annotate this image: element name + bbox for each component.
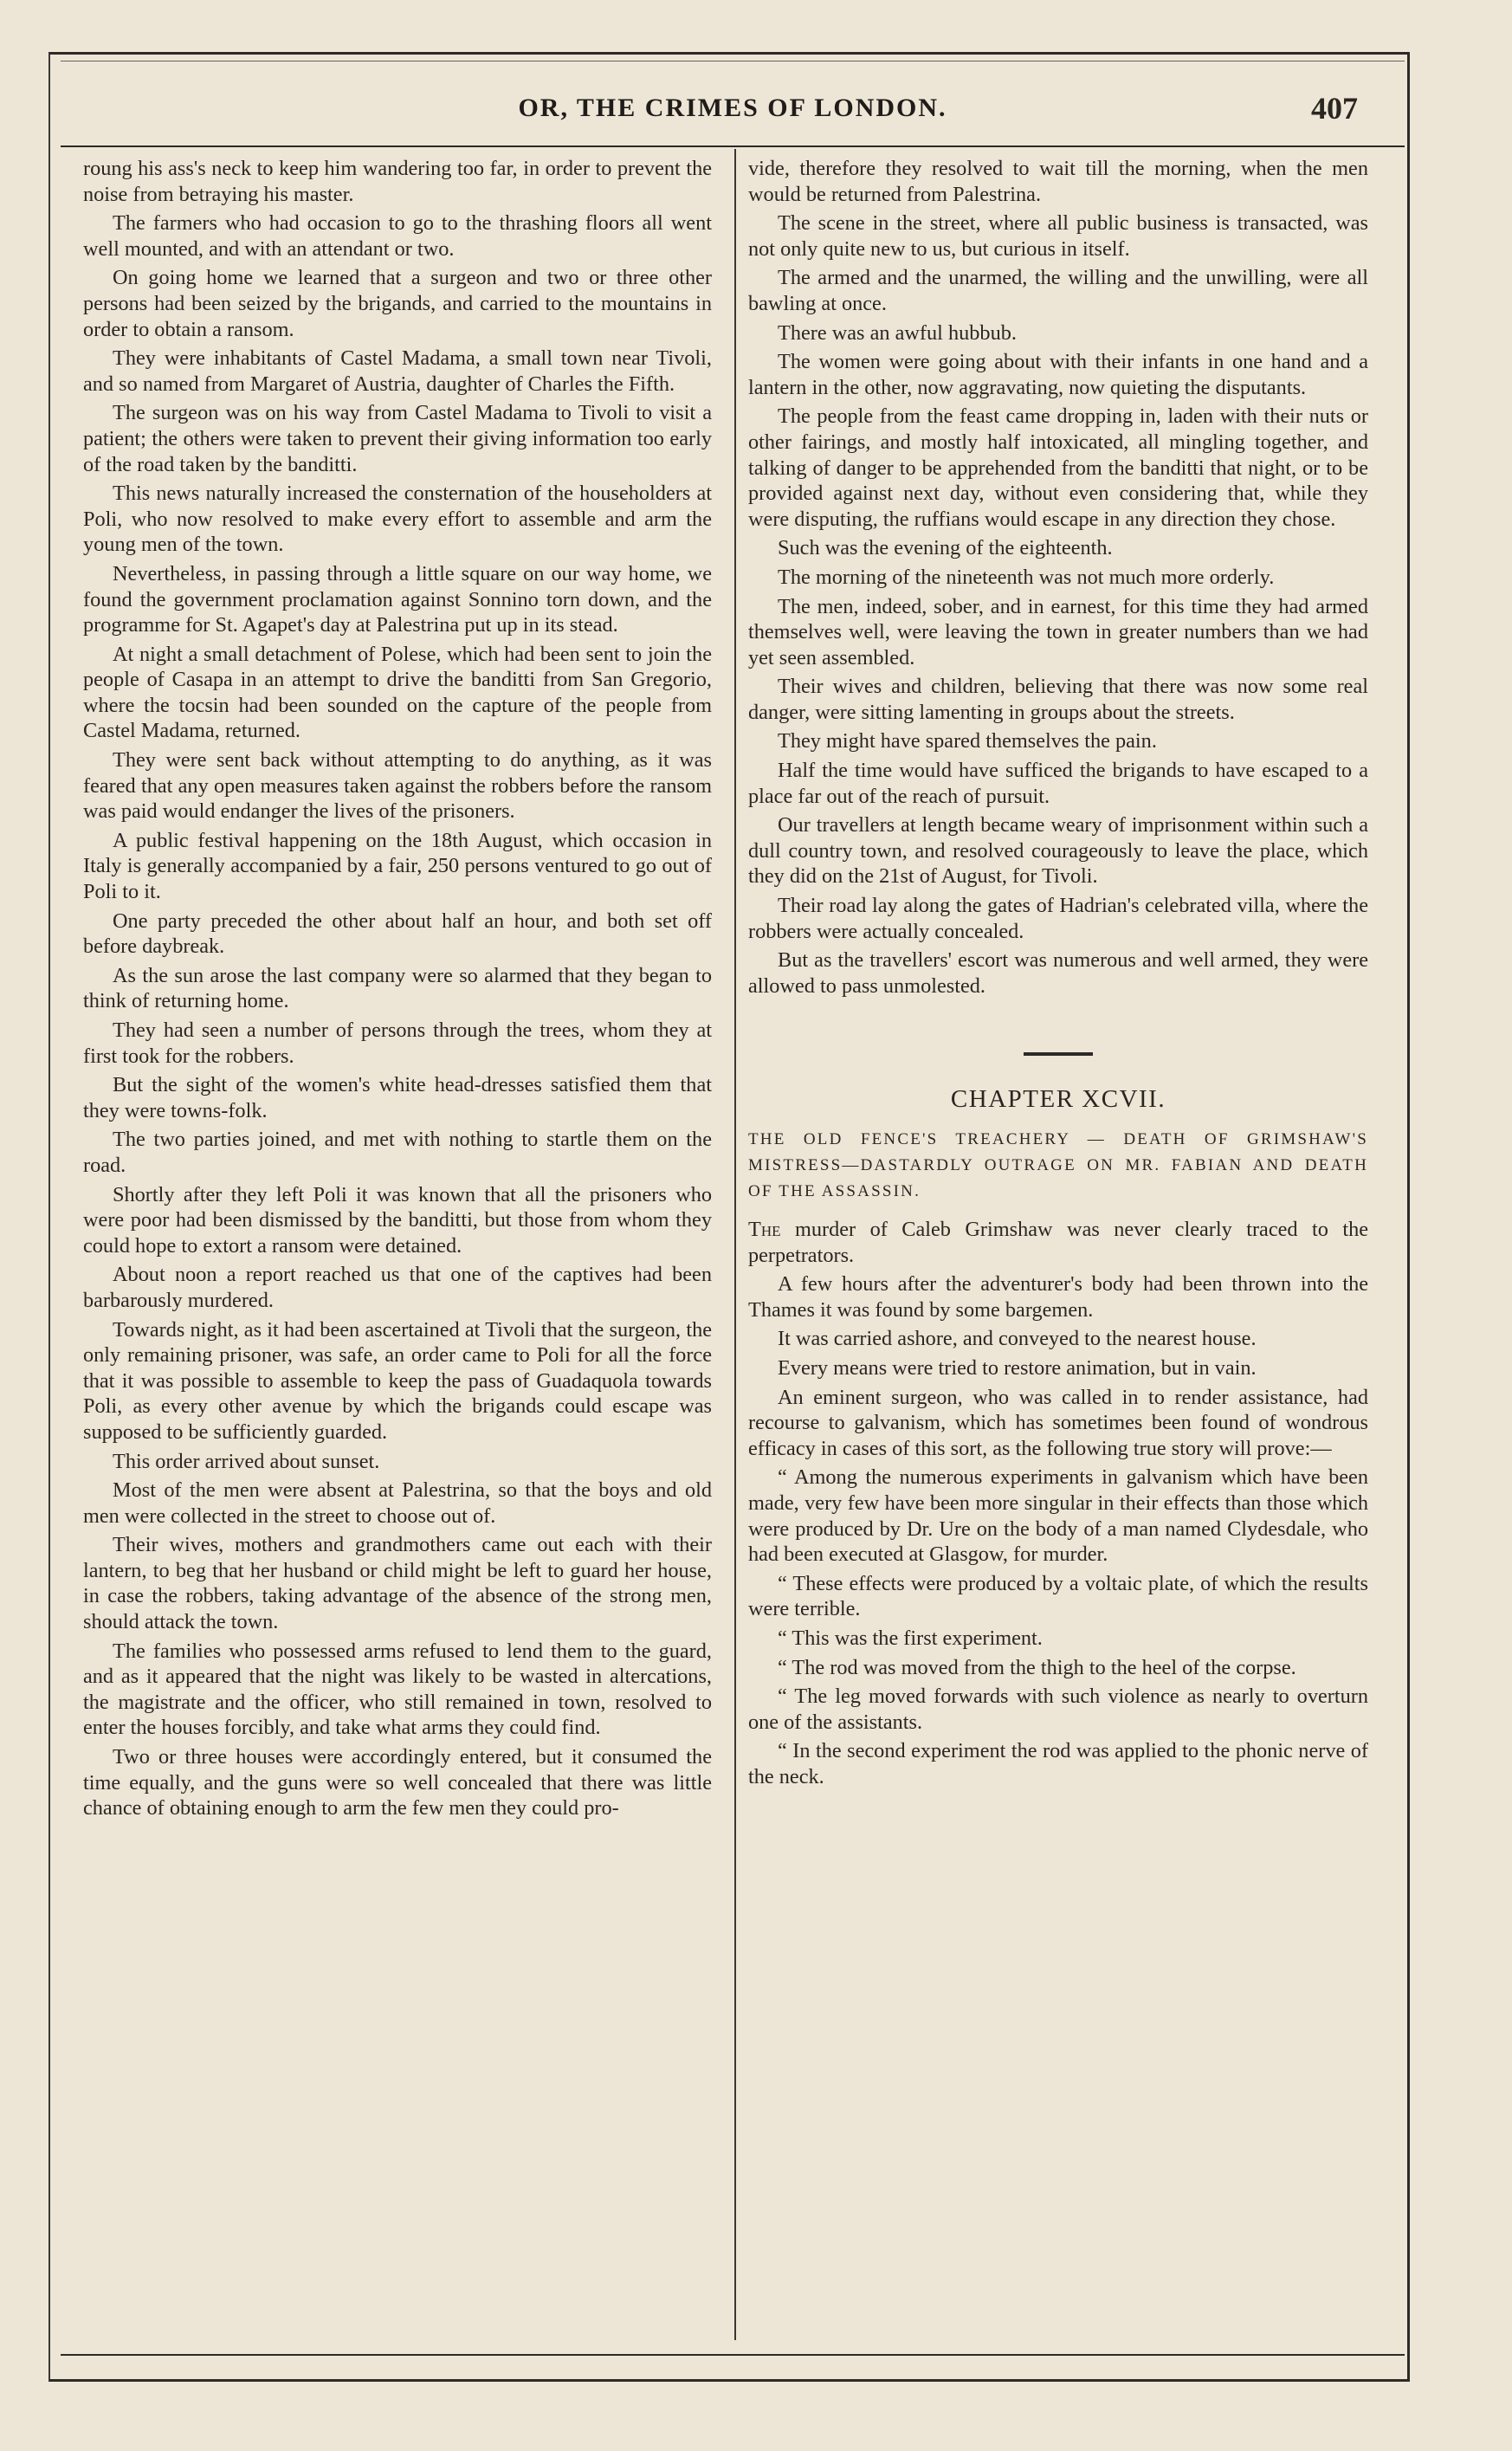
left-column [83,156,712,1825]
chapter-title: CHAPTER XCVII. [950,1085,1166,1114]
header-rule [61,146,1405,147]
paragraph: Their road lay along the gates of Hadrian's celebrated villa, where the robbers were actually concealed. [748,894,1368,943]
paragraph: Nevertheless, in passing through a little square on our way home, we found the government proclamation against Sonnino torn down, and the programme for St. Agapet's day at Palestrina put up in its stead. [83,561,712,637]
paragraph: The scene in the street, where all public business is transacted, was not only quite new to us, but curious in itself. [748,211,1368,261]
paragraph: Half the time would have sufficed the brigands to have escaped to a place far out of the reach of pursuit. [748,759,1368,808]
paragraph: They had seen a number of persons through the trees, whom they at first took for the robbers. [83,1019,712,1068]
paragraph: Towards night, as it had been ascertained at Tivoli that the surgeon, the only remaining prisoner, was safe, an order came to Poli for all the force that it was possible to assemble to keep the pass of Guadaquola towards Poli, as every other avenue by which the brigands could escape was supposed to be sufficiently guarded. [83,1317,712,1444]
opening-word: The [748,1218,781,1241]
paragraph: “ The leg moved forwards with such violence as nearly to overturn one of the assistants. [748,1685,1368,1734]
paragraph: There was an awful hubbub. [778,320,1017,345]
paragraph: They might have spared themselves the pain. [778,729,1157,753]
paragraph: The morning of the nineteenth was not much more orderly. [778,565,1275,589]
paragraph: A public festival happening on the 18th August, which occasion in Italy is generally accompanied by a fair, 250 persons ventured to go out of Poli to it. [83,828,712,904]
paragraph: This news naturally increased the consternation of the householders at Poli, who now resolved to make every effort to assemble and arm the young men of the town. [83,482,712,557]
paragraph: An eminent surgeon, who was called in to render assistance, had recourse to galvanism, which has sometimes been found of wondrous efficacy in cases of this sort, as the following true story will prove:— [748,1385,1368,1460]
paragraph: “ Among the numerous experiments in galvanism which have been made, very few have been more singular in their effects than those which were produced by Dr. Ure on the body of a man named Clydesdale, who had been executed at Glasgow, for murder. [748,1465,1368,1567]
paragraph: Their wives, mothers and grandmothers came out each with their lantern, to beg that her husband or child might be left to guard her house, in case the robbers, taking advantage of the absence of the strong men, should attack the town. [83,1533,712,1634]
paragraph: The farmers who had occasion to go to the thrashing floors all went well mounted, and with an attendant or two. [83,211,712,261]
column-divider [734,149,736,2340]
paragraph: The surgeon was on his way from Castel Madama to Tivoli to visit a patient; the others were taken to prevent their giving information too early of the road taken by the banditti. [83,401,712,476]
paragraph: Such was the evening of the eighteenth. [778,536,1113,560]
paragraph: “ The rod was moved from the thigh to the heel of the corpse. [778,1655,1296,1679]
paragraph: Shortly after they left Poli it was known that all the prisoners who were poor had been dismissed by the banditti, but those from whom they could hope to extort a ransom were detained. [83,1182,712,1258]
paragraph: It was carried ashore, and conveyed to the nearest house. [778,1327,1257,1351]
running-title: OR, THE CRIMES OF LONDON. [518,94,947,122]
paragraph: “ This was the first experiment. [778,1626,1043,1650]
paragraph: Their wives and children, believing that there was now some real danger, were sitting lamenting in groups about the streets. [748,675,1368,724]
paragraph: The families who possessed arms refused to lend them to the guard, and as it appeared that the night was likely to be wasted in altercations, the magistrate and the officer, who still remained in town, resolved to enter the houses forcibly, and take what arms they could find. [83,1639,712,1740]
footer-rule [61,2354,1405,2356]
running-header [61,87,1405,139]
paragraph: One party preceded the other about half an hour, and both set off before daybreak. [83,909,712,959]
paragraph: A few hours after the adventurer's body had been thrown into the Thames it was found by some bargemen. [748,1272,1368,1322]
paragraph: As the sun arose the last company were so alarmed that they began to think of returning home. [83,963,712,1013]
paragraph: Every means were tried to restore animation, but in vain. [778,1355,1257,1380]
paragraph: They were inhabitants of Castel Madama, a small town near Tivoli, and so named from Margaret of Austria, daughter of Charles the Fifth. [83,346,712,396]
paragraph: vide, therefore they resolved to wait till the morning, when the men would be returned from Palestrina. [748,157,1368,206]
paragraph: Our travellers at length became weary of imprisonment within such a dull country town, and resolved courageously to leave the place, which they did on the 21st of August, for Tivoli. [748,813,1368,889]
paragraph: But as the travellers' escort was numerous and well armed, they were allowed to pass unmolested. [748,948,1368,998]
paragraph: The two parties joined, and met with nothing to startle them on the road. [83,1128,712,1177]
paragraph: The women were going about with their infants in one hand and a lantern in the other, now aggravating, now quieting the disputants. [748,350,1368,399]
paragraph: Most of the men were absent at Palestrina, so that the boys and old men were collected in the street to choose out of. [83,1478,712,1528]
paragraph: On going home we learned that a surgeon and two or three other persons had been seized by the brigands, and carried to the mountains in order to obtain a ransom. [83,266,712,341]
chapter-summary: THE OLD FENCE'S TREACHERY — DEATH OF GRIMSHAW'S MISTRESS—DASTARDLY OUTRAGE ON MR. FABIAN AND DEATH OF THE ASSASSIN. [748,1130,1368,1200]
paragraph: This order arrived about sunset. [113,1449,380,1473]
paragraph: About noon a report reached us that one of the captives had been barbarously murdered. [83,1263,712,1312]
section-separator [1024,1052,1093,1056]
paragraph: The people from the feast came dropping in, laden with their nuts or other fairings, and mostly half intoxicated, all mingling together, and talking of danger to be apprehended from the banditti that night, or to be provided against next day, without even considering that, while they were disputing, the ruffians would escape in any direction they chose. [748,404,1368,531]
chapter-opening-paragraph [748,1217,1368,1268]
paragraph: They were sent back without attempting to do anything, as it was feared that any open measures taken against the robbers before the ransom was paid would endanger the lives of the prisoners. [83,748,712,824]
right-column [748,156,1368,1793]
paragraph: The armed and the unarmed, the willing and the unwilling, were all bawling at once. [748,266,1368,315]
paragraph: The men, indeed, sober, and in earnest, for this time they had armed themselves well, were leaving the town in greater numbers than we had yet seen assembled. [748,594,1368,669]
paragraph: “ These effects were produced by a voltaic plate, of which the results were terrible. [748,1571,1368,1621]
opening-text: murder of Caleb Grimshaw was never clearly traced to the perpetrators. [748,1218,1368,1267]
paragraph: But the sight of the women's white head-dresses satisfied them that they were towns-folk. [83,1073,712,1122]
paragraph: roung his ass's neck to keep him wandering too far, in order to prevent the noise from betraying his master. [83,157,712,206]
paragraph: At night a small detachment of Polese, which had been sent to join the people of Casapa in an attempt to drive the banditti from San Gregorio, where the tocsin had been sounded on the capture of the people from Castel Madama, returned. [83,642,712,743]
page-number: 407 [1311,91,1358,126]
paragraph: Two or three houses were accordingly entered, but it consumed the time equally, and the guns were so well concealed that there was little chance of obtaining enough to arm the few men they could pro- [83,1745,712,1820]
paragraph: “ In the second experiment the rod was applied to the phonic nerve of the neck. [748,1739,1368,1788]
